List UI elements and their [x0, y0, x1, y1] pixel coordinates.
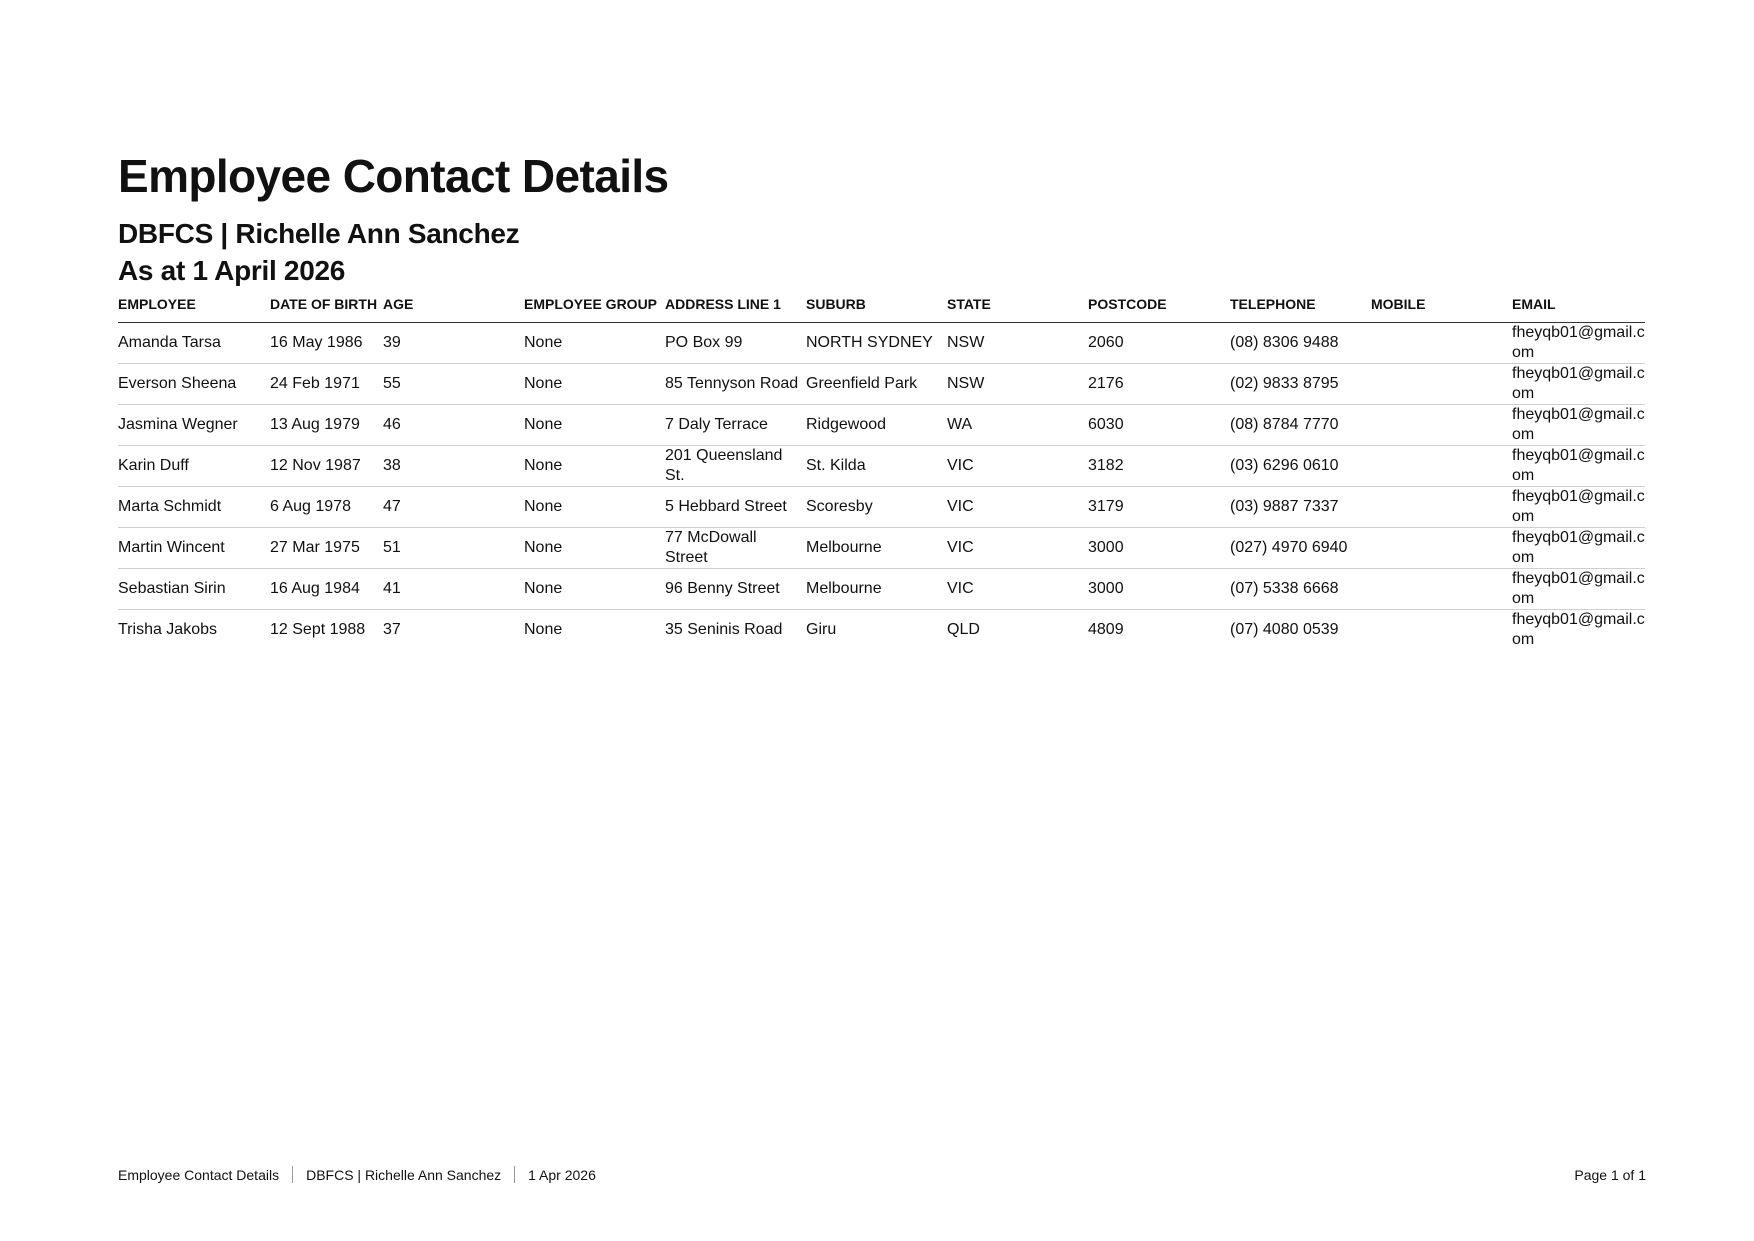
cell-mobile	[1371, 487, 1512, 528]
cell-age: 41	[383, 569, 524, 610]
column-header-date-of-birth: DATE OF BIRTH	[270, 292, 383, 323]
cell-dob: 12 Sept 1988	[270, 621, 366, 638]
cell-dob: 16 Aug 1984	[270, 569, 383, 610]
cell-dob: 27 Mar 1975	[270, 528, 383, 569]
cell-email: fheyqb01@gmail.com	[1512, 364, 1645, 405]
cell-postcode: 4809	[1088, 621, 1124, 638]
cell-email: fheyqb01@gmail.com	[1512, 528, 1645, 569]
cell-postcode: 3000	[1088, 528, 1230, 569]
cell-mobile	[1371, 323, 1512, 364]
cell-state: QLD	[947, 621, 980, 638]
table-row	[118, 405, 1645, 446]
cell-dob: 24 Feb 1971	[270, 364, 383, 405]
cell-email: fheyqb01@gmail.com	[1512, 405, 1645, 446]
cell-address: PO Box 99	[665, 323, 806, 364]
cell-state: NSW	[947, 364, 1088, 405]
table-row	[118, 569, 1645, 610]
page-title: Employee Contact Details	[118, 150, 669, 202]
cell-suburb: NORTH SYDNEY	[806, 323, 947, 364]
organisation-subtitle: DBFCS | Richelle Ann Sanchez	[118, 218, 520, 249]
table-row	[118, 446, 1645, 487]
cell-postcode: 2176	[1088, 364, 1230, 405]
column-header-mobile: MOBILE	[1371, 292, 1512, 323]
column-header-suburb: SUBURB	[806, 292, 947, 323]
page-footer	[118, 1166, 1646, 1183]
cell-postcode: 2060	[1088, 323, 1230, 364]
footer-doc-title: Employee Contact Details	[118, 1166, 280, 1183]
cell-postcode: 3182	[1088, 446, 1230, 487]
table-row	[118, 528, 1645, 569]
cell-telephone: (03) 9887 7337	[1230, 487, 1371, 528]
column-header-state: STATE	[947, 292, 1088, 323]
cell-group: None	[524, 528, 665, 569]
table-row	[118, 610, 1645, 651]
cell-address: 5 Hebbard Street	[665, 487, 806, 528]
cell-age: 51	[383, 528, 524, 569]
cell-suburb: Giru	[806, 621, 837, 638]
cell-dob: 13 Aug 1979	[270, 405, 383, 446]
cell-email: fheyqb01@gmail.com	[1512, 569, 1645, 610]
cell-suburb: Melbourne	[806, 569, 947, 610]
cell-age: 46	[383, 405, 524, 446]
cell-dob: 12 Nov 1987	[270, 446, 383, 487]
cell-suburb: Greenfield Park	[806, 364, 947, 405]
footer-date: 1 Apr 2026	[528, 1166, 596, 1183]
column-header-email: EMAIL	[1512, 292, 1645, 323]
employee-contacts-table	[118, 292, 1645, 650]
cell-telephone: (07) 5338 6668	[1230, 569, 1371, 610]
cell-age: 47	[383, 487, 524, 528]
cell-employee: Karin Duff	[118, 446, 270, 487]
cell-postcode: 3000	[1088, 569, 1230, 610]
column-header-employee: EMPLOYEE	[118, 292, 270, 323]
cell-employee: Everson Sheena	[118, 364, 270, 405]
cell-address: 77 McDowall Street	[665, 528, 806, 569]
cell-employee: Marta Schmidt	[118, 487, 270, 528]
cell-age: 55	[383, 364, 524, 405]
cell-telephone: (03) 6296 0610	[1230, 446, 1371, 487]
cell-dob: 6 Aug 1978	[270, 487, 383, 528]
table-row	[118, 487, 1645, 528]
cell-telephone: (02) 9833 8795	[1230, 364, 1371, 405]
cell-group: None	[524, 364, 665, 405]
cell-state: VIC	[947, 569, 1088, 610]
table-row	[118, 323, 1645, 364]
cell-group: None	[524, 569, 665, 610]
cell-postcode: 6030	[1088, 405, 1230, 446]
cell-state: WA	[947, 405, 1088, 446]
cell-employee: Trisha Jakobs	[118, 621, 217, 638]
cell-group: None	[524, 405, 665, 446]
as-at-date-subtitle: As at 1 April 2026	[118, 255, 346, 286]
cell-telephone: (08) 8306 9488	[1230, 323, 1371, 364]
cell-group: None	[524, 487, 665, 528]
cell-age: 39	[383, 323, 524, 364]
cell-email: fheyqb01@gmail.com	[1512, 446, 1645, 487]
cell-state: VIC	[947, 528, 1088, 569]
cell-address: 96 Benny Street	[665, 569, 806, 610]
cell-email: fheyqb01@gmail.com	[1512, 487, 1645, 528]
column-header-postcode: POSTCODE	[1088, 292, 1230, 323]
cell-mobile	[1371, 569, 1512, 610]
cell-group: None	[524, 323, 665, 364]
column-header-telephone: TELEPHONE	[1230, 292, 1371, 323]
cell-suburb: Scoresby	[806, 487, 947, 528]
cell-telephone: (08) 8784 7770	[1230, 405, 1371, 446]
cell-address: 35 Seninis Road	[665, 621, 783, 638]
table-row	[118, 364, 1645, 405]
cell-group: None	[524, 621, 563, 638]
cell-employee: Martin Wincent	[118, 528, 270, 569]
cell-dob: 16 May 1986	[270, 323, 383, 364]
cell-mobile	[1371, 364, 1512, 405]
cell-suburb: Melbourne	[806, 528, 947, 569]
cell-age: 37	[383, 621, 401, 638]
cell-age: 38	[383, 446, 524, 487]
cell-mobile	[1371, 528, 1512, 569]
cell-postcode: 3179	[1088, 487, 1230, 528]
cell-suburb: St. Kilda	[806, 446, 947, 487]
cell-email: fheyqb01@gmail.com	[1512, 611, 1645, 648]
cell-state: VIC	[947, 446, 1088, 487]
cell-mobile	[1371, 405, 1512, 446]
cell-state: NSW	[947, 323, 1088, 364]
cell-telephone: (07) 4080 0539	[1230, 621, 1339, 638]
cell-state: VIC	[947, 487, 1088, 528]
cell-employee: Jasmina Wegner	[118, 405, 270, 446]
cell-mobile	[1371, 446, 1512, 487]
table-header-row	[118, 292, 1645, 323]
column-header-address-line-1: ADDRESS LINE 1	[665, 292, 806, 323]
cell-telephone: (027) 4970 6940	[1230, 528, 1371, 569]
cell-suburb: Ridgewood	[806, 405, 947, 446]
table-body	[118, 323, 1645, 651]
footer-page-number: Page 1 of 1	[1574, 1166, 1646, 1183]
cell-address: 201 Queensland St.	[665, 446, 806, 487]
column-header-employee-group: EMPLOYEE GROUP	[524, 292, 665, 323]
cell-group: None	[524, 446, 665, 487]
cell-address: 85 Tennyson Road	[665, 364, 806, 405]
cell-employee: Sebastian Sirin	[118, 569, 270, 610]
cell-email: fheyqb01@gmail.com	[1512, 323, 1645, 364]
cell-employee: Amanda Tarsa	[118, 323, 270, 364]
cell-mobile	[1371, 610, 1512, 651]
footer-org: DBFCS | Richelle Ann Sanchez	[306, 1166, 502, 1183]
cell-address: 7 Daly Terrace	[665, 405, 806, 446]
column-header-age: AGE	[383, 292, 524, 323]
